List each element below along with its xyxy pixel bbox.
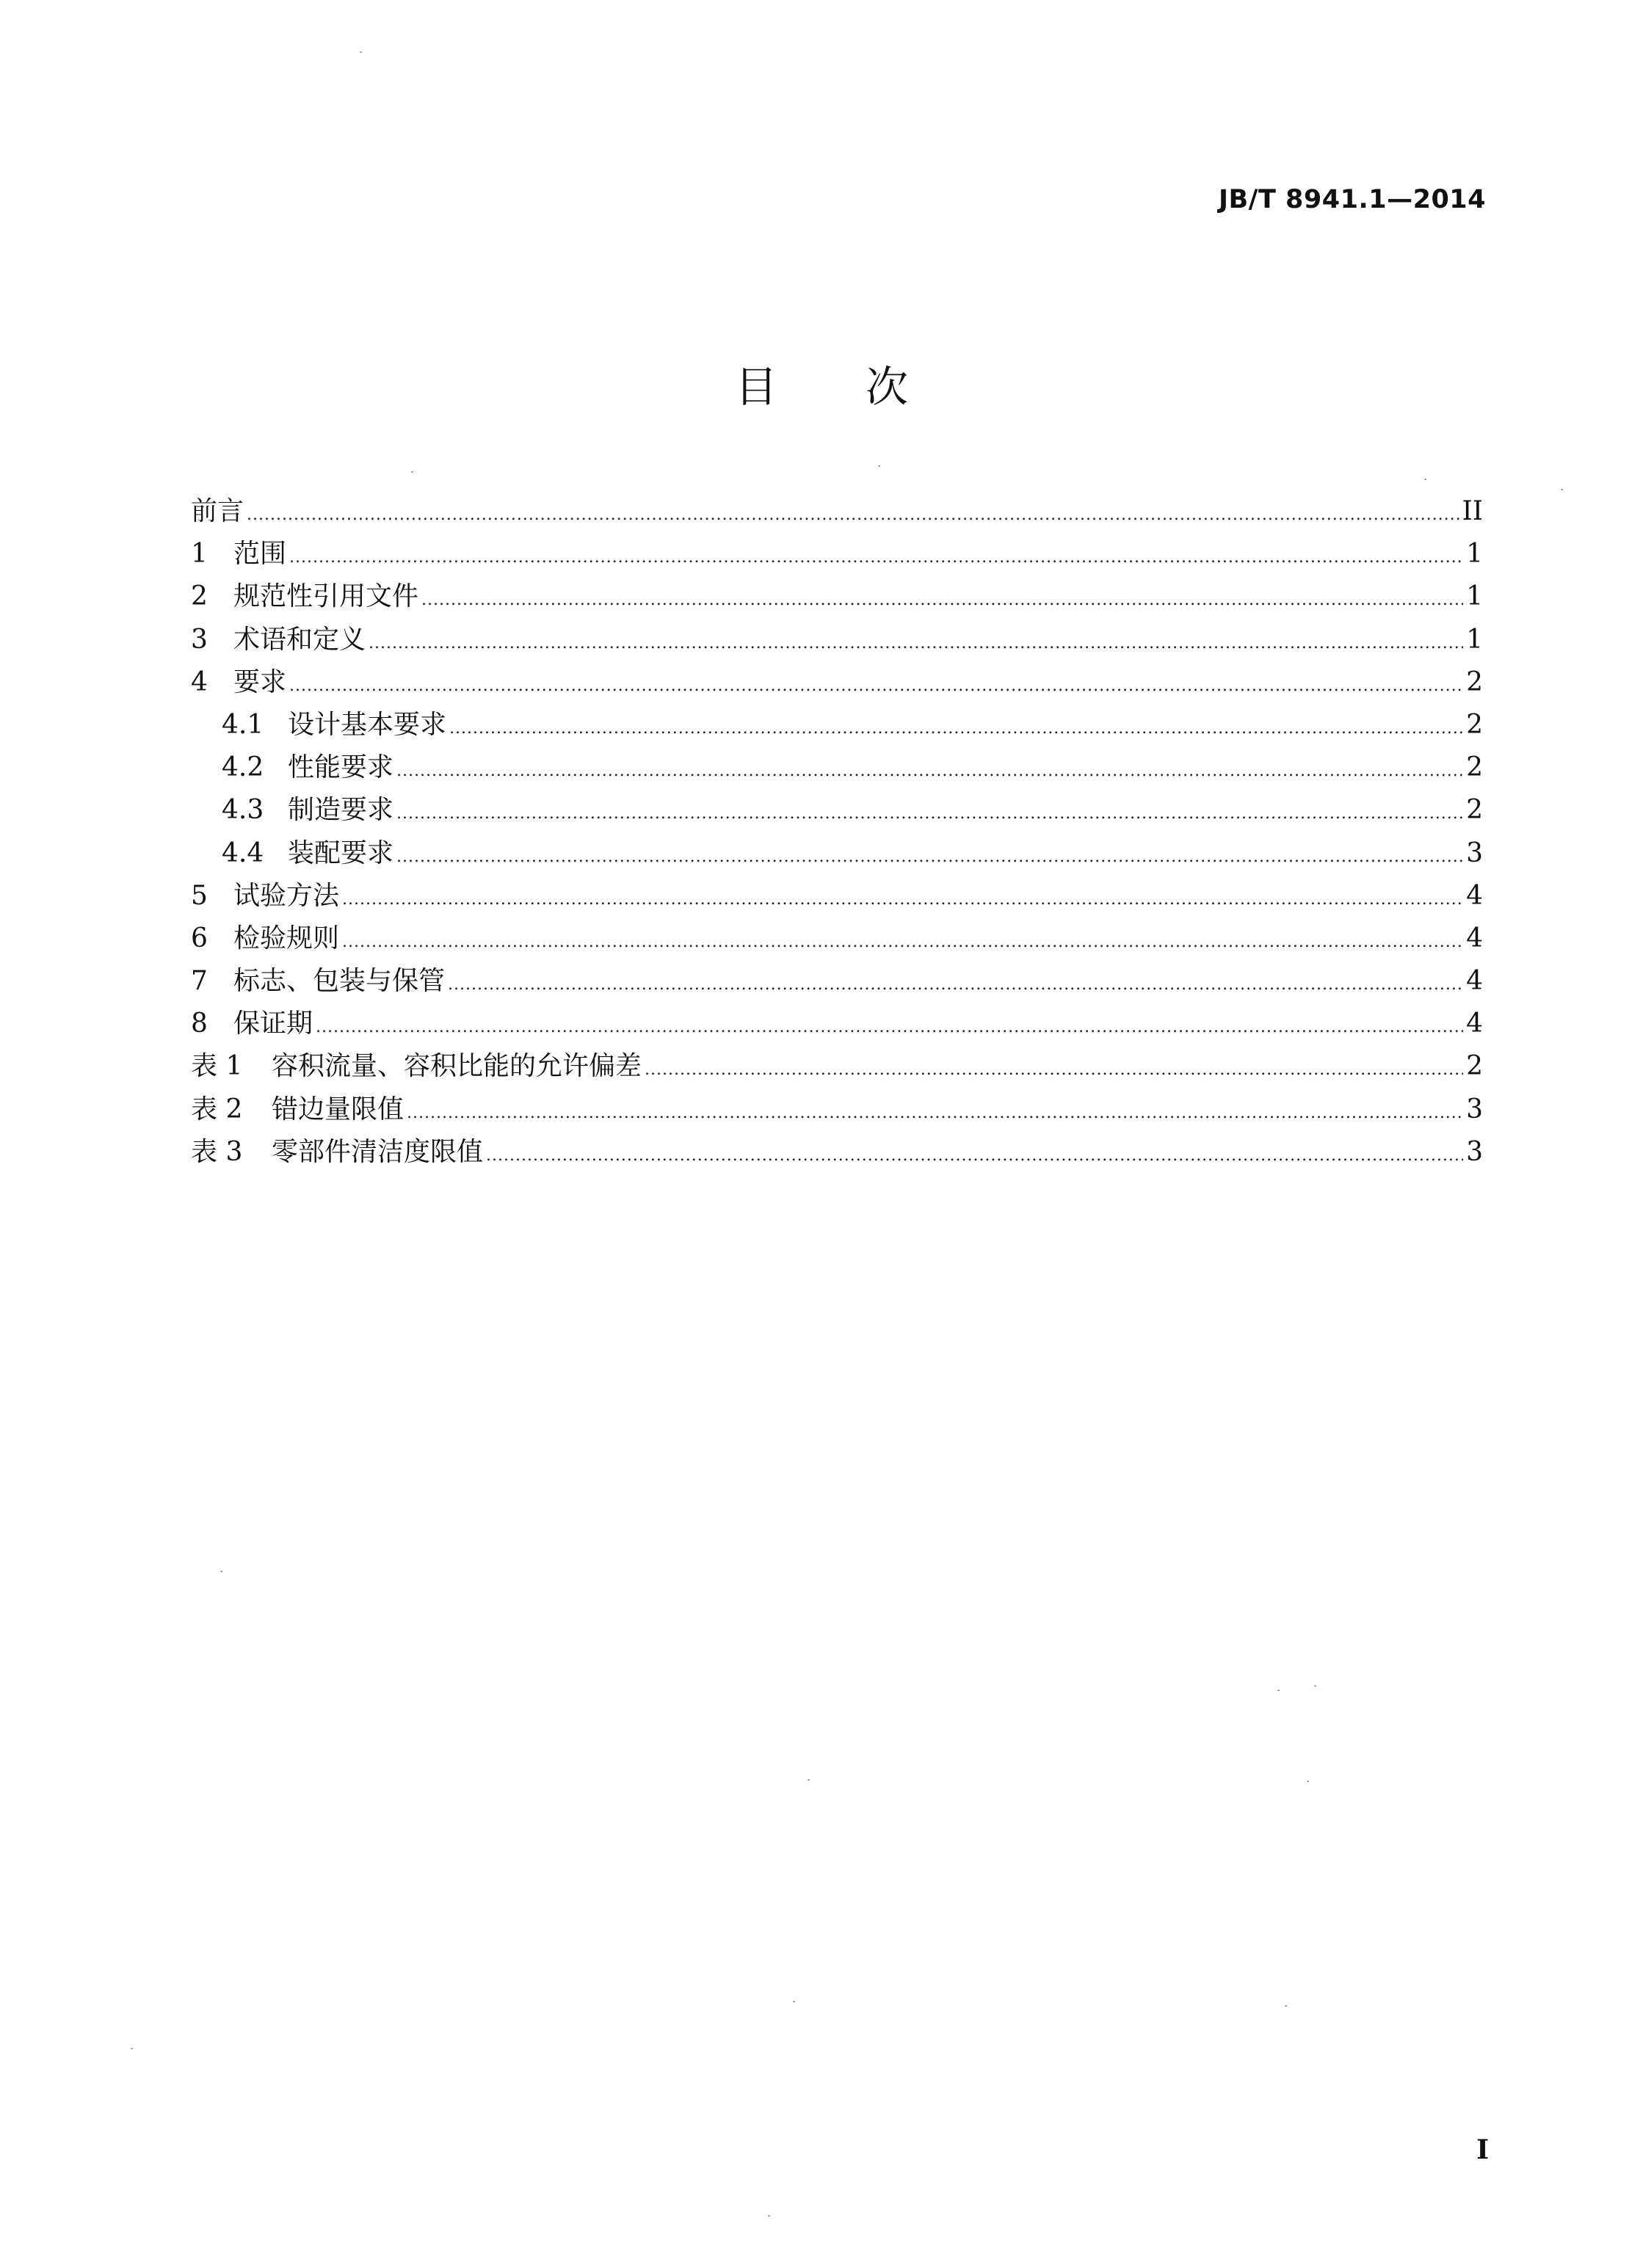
table-of-contents	[191, 490, 1483, 1174]
toc-entry-page: 1	[1466, 581, 1483, 612]
toc-leader-dots	[448, 964, 1463, 1006]
toc-entry-label: 制造要求	[288, 795, 394, 826]
document-code: JB/T 8941.1—2014	[1218, 185, 1486, 214]
toc-entry-number: 表 3	[191, 1136, 243, 1167]
toc-entry-page: 4	[1466, 923, 1483, 953]
toc-leader-dots	[396, 750, 1463, 793]
toc-entry-page: 2	[1466, 795, 1483, 826]
toc-leader-dots	[407, 1092, 1463, 1135]
toc-entry-page: II	[1462, 496, 1483, 526]
toc-entry-table-3[interactable]	[191, 1131, 1483, 1174]
toc-entry-test-methods[interactable]	[191, 875, 1483, 917]
toc-entry-page: 1	[1466, 624, 1483, 655]
scan-speck	[1314, 1685, 1316, 1687]
toc-entry-number: 4.1	[222, 709, 264, 740]
toc-entry-page: 3	[1466, 1094, 1483, 1124]
toc-entry-page: 2	[1466, 666, 1483, 697]
toc-entry-label: 保证期	[233, 1008, 313, 1039]
toc-entry-label: 性能要求	[288, 752, 394, 783]
toc-leader-dots	[396, 793, 1463, 835]
toc-entry-design-requirements[interactable]	[191, 704, 1483, 746]
toc-entry-page: 3	[1466, 1136, 1483, 1167]
scan-speck	[878, 465, 880, 467]
toc-entry-terms-definitions[interactable]	[191, 619, 1483, 661]
toc-entry-page: 4	[1466, 1008, 1483, 1039]
toc-entry-number: 1	[191, 539, 208, 570]
toc-entry-label: 检验规则	[233, 923, 340, 953]
scan-speck	[793, 2001, 795, 2002]
scan-speck	[768, 2215, 770, 2217]
toc-entry-number: 4	[191, 666, 208, 697]
scan-speck	[1424, 479, 1426, 480]
toc-entry-number: 3	[191, 624, 208, 655]
toc-title: 目次	[734, 362, 996, 412]
toc-entry-marking-packaging-storage[interactable]	[191, 960, 1483, 1003]
toc-entry-label: 装配要求	[288, 837, 394, 868]
toc-entry-label: 要求	[233, 666, 287, 697]
toc-entry-label: 错边量限值	[272, 1094, 405, 1124]
toc-entry-label: 标志、包装与保管	[233, 966, 446, 997]
toc-leader-dots	[486, 1135, 1463, 1177]
toc-entry-label: 容积流量、容积比能的允许偏差	[272, 1051, 642, 1082]
scan-speck	[360, 51, 362, 53]
toc-entry-scope[interactable]	[191, 533, 1483, 575]
toc-entry-table-2[interactable]	[191, 1088, 1483, 1131]
page-number: I	[1476, 2134, 1489, 2165]
toc-entry-number: 4.3	[222, 795, 264, 826]
toc-entry-inspection-rules[interactable]	[191, 917, 1483, 960]
toc-entry-number: 表 2	[191, 1094, 243, 1124]
toc-entry-page: 2	[1466, 1051, 1483, 1082]
toc-entry-number: 8	[191, 1008, 208, 1039]
toc-entry-label: 试验方法	[233, 880, 340, 911]
toc-leader-dots	[289, 665, 1463, 708]
toc-entry-table-1[interactable]	[191, 1045, 1483, 1088]
toc-entry-foreword[interactable]	[191, 490, 1483, 533]
toc-leader-dots	[342, 921, 1463, 964]
toc-entry-number: 4.4	[222, 837, 264, 868]
toc-entry-label: 前言	[191, 496, 244, 526]
scan-speck	[1307, 1781, 1309, 1782]
toc-entry-number: 4.2	[222, 752, 264, 783]
toc-leader-dots	[449, 708, 1463, 750]
toc-entry-page: 3	[1466, 837, 1483, 868]
toc-entry-normative-references[interactable]	[191, 575, 1483, 618]
toc-leader-dots	[396, 836, 1463, 879]
toc-entry-label: 设计基本要求	[288, 709, 447, 740]
toc-entry-performance-requirements[interactable]	[191, 746, 1483, 789]
scan-speck	[808, 1779, 810, 1781]
toc-entry-page: 4	[1466, 880, 1483, 911]
toc-entry-number: 7	[191, 966, 208, 997]
scan-speck	[131, 2048, 133, 2049]
toc-leader-dots	[421, 579, 1463, 622]
scan-speck	[1285, 2005, 1287, 2007]
toc-entry-label: 范围	[233, 539, 287, 570]
toc-leader-dots	[316, 1006, 1463, 1049]
toc-entry-page: 4	[1466, 966, 1483, 997]
toc-leader-dots	[289, 537, 1463, 579]
toc-leader-dots	[342, 879, 1463, 921]
toc-entry-page: 1	[1466, 539, 1483, 570]
toc-entry-page: 2	[1466, 752, 1483, 783]
toc-leader-dots	[645, 1049, 1463, 1091]
toc-entry-warranty-period[interactable]	[191, 1003, 1483, 1045]
toc-entry-page: 2	[1466, 709, 1483, 740]
toc-leader-dots	[247, 494, 1459, 537]
toc-entry-label: 规范性引用文件	[233, 581, 419, 612]
toc-entry-label: 术语和定义	[233, 624, 366, 655]
toc-entry-manufacturing-requirements[interactable]	[191, 789, 1483, 832]
toc-entry-number: 6	[191, 923, 208, 953]
scan-speck	[1561, 489, 1563, 490]
toc-entry-label: 零部件清洁度限值	[272, 1136, 484, 1167]
toc-entry-requirements[interactable]	[191, 661, 1483, 704]
toc-entry-number: 2	[191, 581, 208, 612]
toc-entry-assembly-requirements[interactable]	[191, 832, 1483, 875]
scan-speck	[1277, 1690, 1280, 1691]
toc-entry-number: 5	[191, 880, 208, 911]
scan-speck	[220, 1571, 222, 1572]
toc-entry-number: 表 1	[191, 1051, 243, 1082]
toc-leader-dots	[369, 622, 1463, 665]
scan-speck	[411, 471, 413, 473]
